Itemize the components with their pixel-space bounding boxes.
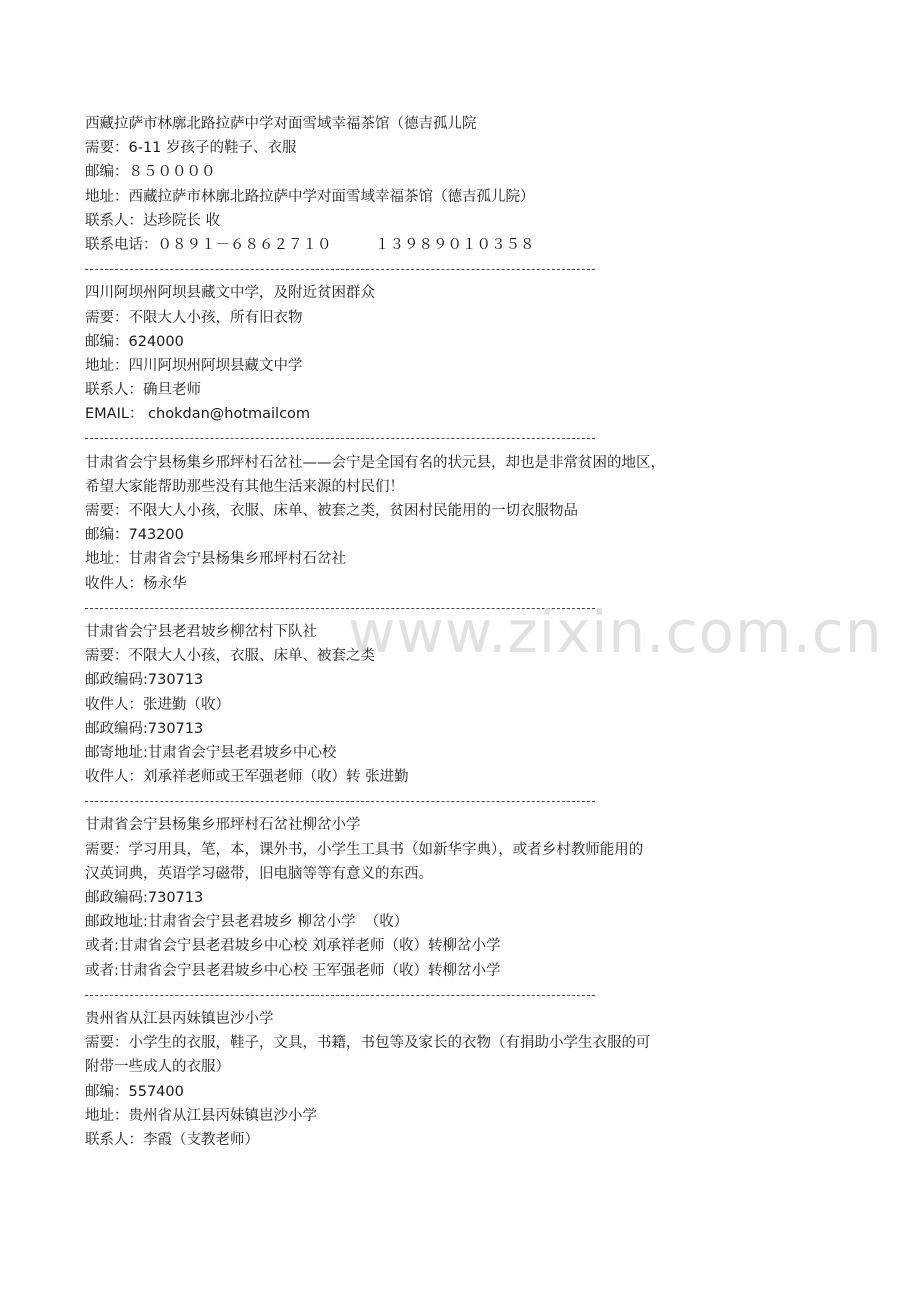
entry-postcode: 邮编：557400 [85,1083,184,1100]
entry-postcode: 邮编：624000 [85,333,184,350]
dashed-separator [85,426,885,450]
entry-alternate-address: 或者:甘肃省会宁县老君坡乡中心校 刘承祥老师（收）转柳岔小学 [85,938,501,955]
entry-needs: 需要：不限大人小孩，衣服、床单、被套之类，贫困村民能用的一切衣服物品 [85,503,578,519]
entry-contact: 联系人：李霞（支教老师） [85,1131,259,1148]
entry-needs: 需要：学习用具，笔，本，课外书，小学生工具书（如新华字典），或者乡村教师能用的 [85,841,644,858]
entry-address: 地址：甘肃省会宁县杨集乡邢坪村石岔社 [85,551,346,568]
entry-title: 甘肃省会宁县杨集乡邢坪村石岔社——会宁是全国有名的状元县，却也是非常贫困的地区， [85,454,665,471]
dashed-separator [85,257,885,281]
entry-recipient: 收件人：刘承祥老师或王军强老师（收）转 张进勤 [85,769,409,786]
recipient-entry [85,813,885,982]
document-body [85,112,885,1152]
entry-recipient: 收件人：张进勤（收） [85,696,230,713]
entry-address: 地址：西藏拉萨市林廓北路拉萨中学对面雪域幸福茶馆（德吉孤儿院） [85,188,535,205]
recipient-entry [85,112,885,257]
entry-mailing-address: 邮寄地址:甘肃省会宁县老君坡乡中心校 [85,744,337,761]
dashed-separator [85,596,885,620]
entry-contact: 联系人：达珍院长 收 [85,212,221,229]
entry-postcode: 邮政编码:730713 [85,720,204,737]
entry-postcode: 邮编：８５００００ [85,164,216,181]
entry-address: 地址：贵州省从江县丙妹镇岜沙小学 [85,1107,317,1124]
recipient-entry [85,1007,885,1152]
dashed-separator [85,789,885,813]
entry-needs: 需要：小学生的衣服，鞋子，文具，书籍，书包等及家长的衣物（有捐助小学生衣服的可 [85,1035,651,1052]
entry-title: 四川阿坝州阿坝县藏文中学，及附近贫困群众 [85,285,375,302]
entry-title: 甘肃省会宁县老君坡乡柳岔村下队社 [85,623,317,640]
watermark: www.zixin.com.cn [348,598,883,666]
entry-needs: 需要：6-11 岁孩子的鞋子、衣服 [85,140,297,157]
entry-recipient: 收件人：杨永华 [85,575,187,592]
entry-email: EMAIL： chokdan@hotmailcom [85,406,311,423]
entry-title: 贵州省从江县丙妹镇岜沙小学 [85,1010,274,1027]
entry-postcode: 邮编：743200 [85,527,184,544]
recipient-entry [85,451,885,596]
entry-needs-continued: 汉英词典，英语学习磁带，旧电脑等等有意义的东西。 [85,865,433,882]
entry-title: 甘肃省会宁县杨集乡邢坪村石岔社柳岔小学 [85,817,361,834]
entry-needs: 需要：不限大人小孩，衣服、床单、被套之类 [85,648,375,665]
entry-postcode: 邮政编码:730713 [85,672,204,689]
entry-title-continued: 希望大家能帮助那些没有其他生活来源的村民们！ [85,478,404,495]
entry-alternate-address: 或者:甘肃省会宁县老君坡乡中心校 王军强老师（收）转柳岔小学 [85,962,501,979]
entry-phone: 联系电话：０８９１－６８６２７１０ １３９８９０１０３５８ [85,236,535,253]
entry-needs-continued: 附带一些成人的衣服） [85,1059,230,1076]
recipient-entry [85,620,885,789]
entry-mailing-address: 邮政地址:甘肃省会宁县老君坡乡 柳岔小学 （收） [85,914,409,931]
entry-contact: 联系人：确旦老师 [85,382,201,399]
recipient-entry [85,281,885,426]
entry-needs: 需要：不限大人小孩，所有旧衣物 [85,309,303,326]
entry-address: 地址：四川阿坝州阿坝县藏文中学 [85,357,303,374]
entry-postcode: 邮政编码:730713 [85,890,204,906]
entry-title: 西藏拉萨市林廓北路拉萨中学对面雪域幸福茶馆（德吉孤儿院 [85,116,477,132]
dashed-separator [85,983,885,1007]
